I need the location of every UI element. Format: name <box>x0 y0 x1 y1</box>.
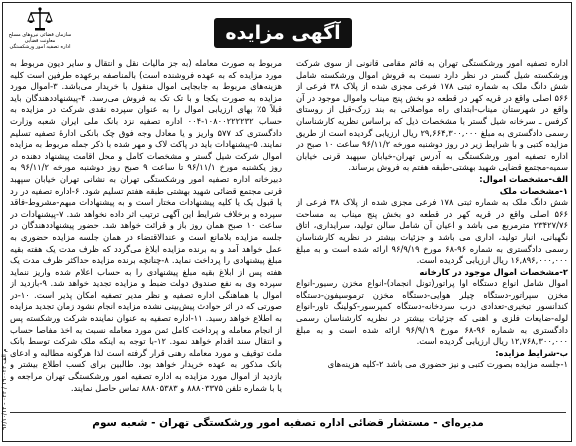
conditions-start-paragraph: ۱-جلسه مزایده بصورت کتبی و نیز حضوری می باشد ۲-کلیه هزینه‌های <box>327 359 568 370</box>
scales-of-justice-icon <box>27 6 53 32</box>
notice-right-column <box>296 58 568 404</box>
factory-assets-paragraph: اموال شامل انواع دستگاه اوا پراتور(تونل انجماد)-انواع مخزن رسیور-انواع مخزن سپراتور-دستگاه چیلر هوایی-دستگاه مخزن ترموسیفون-دستگاه کندانسور تبخیری-تعدادی درب سردخانه-دستگاه کمپرسور-کولینگ تاور-انواع لوله-ضایعات فلزی و اهنی که جزئیات بیشتر در نظریه کارشناسان رسمی دادگستری به شماره ۹۶-۶۸ مورخ ۹۶/۹/۱۹ ارائه شده است و به مبلغ ۱۲,۷۶۸,۳۰۰,۰۰۰ ریال ارزیابی گردیده است. <box>296 278 568 347</box>
publication-code: م الف ۱۹۰۰۲۳ / ۰۳۳ - ۹۶/۱۰/۱۳ <box>1 348 8 430</box>
emblem-line-3: اداره تصفیه امور ورشکستگی <box>9 44 71 50</box>
section-a-heading: الف-مشخصات اموال: <box>479 173 568 184</box>
notice-left-column <box>10 58 282 404</box>
judiciary-emblem <box>10 6 70 52</box>
emblem-line-2: معاونت قضایی <box>24 38 56 44</box>
intro-paragraph: اداره تصفیه امور ورشکستگی تهران به قائم مقامی قانونی از سوی شرکت ورشکسته شیل گستر در نظر دارد نسبت به فروش اموال ورشکسته شامل شش دانگ ملک به شماره ثبتی ۱۷۸ فرعی مجزی شده از پلاک ۳۸ فرعی از ۵۶۶ اصلی واقع در قریه کهر در قطعه دو بخش پنج میناب واموال موجود در آن واقع در شهرستان میناب-ابتدای راه مواصلاتی به بند زرک-قبل از روستای کرفس ـ سرخانه شیل گستر با مشخصات ذیل که براساس نظریه کارشناسان رسمی دادگستری به مبلغ ۲۹,۶۶۴,۳۰۰,۰۰۰ ریال ارزیابی گردیده است از طریق مزایده کتبی و با شرایط زیر در روز دوشنبه مورخه ۹۶/۱۱/۲ ساعت ۱۰ صبح در اداره تصفیه امور ورشکستگی به آدرس تهران-خیابان سپهبد قرنی خیابان سمیه-مجتمع قضایی شهید بهشتی-طبقه هفتم به فروش برساند. <box>296 58 568 173</box>
section-b-heading: ب-شرایط مزایده: <box>495 347 568 358</box>
emblem-line-1: سازمان قضائی نیروهای مسلح <box>8 32 72 38</box>
factory-assets-heading: ۲-مشخصات اموال موجود در کارخانه <box>419 266 568 277</box>
notice-signature: مدیره‌ای - مستشار قضائی اداره تصفیه امور ورشکستگی تهران - شعبه سوم <box>10 412 566 433</box>
conditions-paragraph: مربوط به صورت معامله (به جز مالیات نقل و انتقال و سایر دیون مربوط به مورد مزایده که به عهده فروشنده است) بالمناصفه برعهده طرفین است کلیه هزینه‌های مربوط به جابجایی اموال منقول با خریدار می‌باشد. ۳-اموال مورد مزایده به صورت یکجا و با تک تک به فروش می‌رسد. ۴-پیشنهاددهندگان باید قبلاً ۵٪ بهای ارزیابی اموال را به عنوان سپرده نقدی شرکت در مزایده به حساب ۱۰۸۰۰۲۲۲۲۳۲-۰۰۴ اداره تصفیه نزد بانک ملی ایران شعبه وزارت دادگستری کد ۵۷۷ واریز و یا معادل وجه فوق چک بانکی ادارهٔ تصفیه تسلیم نمایند. ۵-پیشنهادات باید در پاکت لاک و مهر شده با ذکر جمله مربوط به مزایده اموال شرکت شیل گستر و مشخصات کامل و محل اقامت پیشنهاد دهنده در روز یکشنبه مورخ ۹۶/۱۱/۱ تا ساعت ۹ صبح روز دوشنبه مورخه ۹۶/۱۱/۲ به دبیرخانه اداره تصفیه امور ورشکستگی تهران به نشانی تهران خیابان سپهبد قرنی مجتمع قضائی شهید بهشتی طبقه هفتم تسلیم شود. ۶-اداره تصفیه در رد یا قبول یک یا کلیه پیشنهادات مختار است و به پیشنهادات مبهم-مشروط-فاقد سپرده و برخلاف شرایط این آگهی ترتیب اثر داده نخواهد شد. ۷-پیشنهادات در ساعت ۱۰ صبح همان روز باز و قرائت خواهد شد. حضور پیشنهاددهندگان در جلسه مزایده بلامانع است و عندالاقتضاء در همان جلسه مزایده حضوری به عمل خواهد آمد و به برنده مزایده ابلاغ می‌گردد که ظرف مدت یک هفته بقیه مبلغ پیشنهادی را پرداخت نماید. ۸-چنانچه برنده مزایده حداکثر ظرف مدت یک هفته پس از ابلاغ بقیه مبلغ پیشنهادی را به حساب اعلام شده واریز ننماید سپرده وی به نفع صندوق دولت ضبط و مزایده تجدید خواهد شد. ۹-بازدید از اموال با هماهنگی اداره تصفیه و نظر مدیر تصفیه امکان پذیر است. ۱۰-در صورتی که در اثر حوادث پیش‌بینی نشده مزایده انجام نشود زمان تجدید مزایده به اطلاع خواهد رسید. ۱۱-اداره تصفیه به عنوان نماینده شرکت ورشکسته پس از انجام معامله و پرداخت کامل ثمن مورد معامله نسبت به اخذ مفاصا حساب و انتقال سند اقدام خواهد نمود. ۱۲-با توجه به اینکه ملک شرکت توسط بانک ملت توقیف و مورد معامله رهنی قرار گرفته است لذا هرگونه مطالبه و ادعای بانک مذکور به عهده خریدار خواهد بود. طالبین برای کسب اطلاع بیشتر و بازدید از اموال مورد مزایده به اداره تصفیه امور ورشکستگی تهران مراجعه و یا با شماره تلفن ۸۸۸۰۳۳۷۵ و ۸۸۸۰۵۳۸۳ تماس حاصل نمایند. <box>10 58 282 393</box>
notice-title: آگهی مزایده <box>214 18 352 48</box>
property-heading: ۱-مشخصات ملک <box>499 185 568 196</box>
property-paragraph: شش دانگ ملک به شماره ثبتی ۱۷۸ فرعی مجزی شده از پلاک ۳۸ فرعی از ۵۶۶ اصلی واقع در قریه کهر در قطعه دو بخش پنج میناب به مساحت ۲۳۴۲۷/۷۶ مترمربع می باشد و اعیان آن شامل سالن تولید، سرایداری، اتاق نگهبانی، انبار تولید، اداری می باشد و جزئیات بیشتر در نظریه کارشناسان رسمی دادگستری به شماره ۹۶-۶۸ مورخ ۹۶/۹/۱۹ ارائه شده است و به مبلغ ۱۶,۸۹۶,۰۰۰,۰۰۰ ریال ارزیابی گردیده است. <box>296 197 568 266</box>
